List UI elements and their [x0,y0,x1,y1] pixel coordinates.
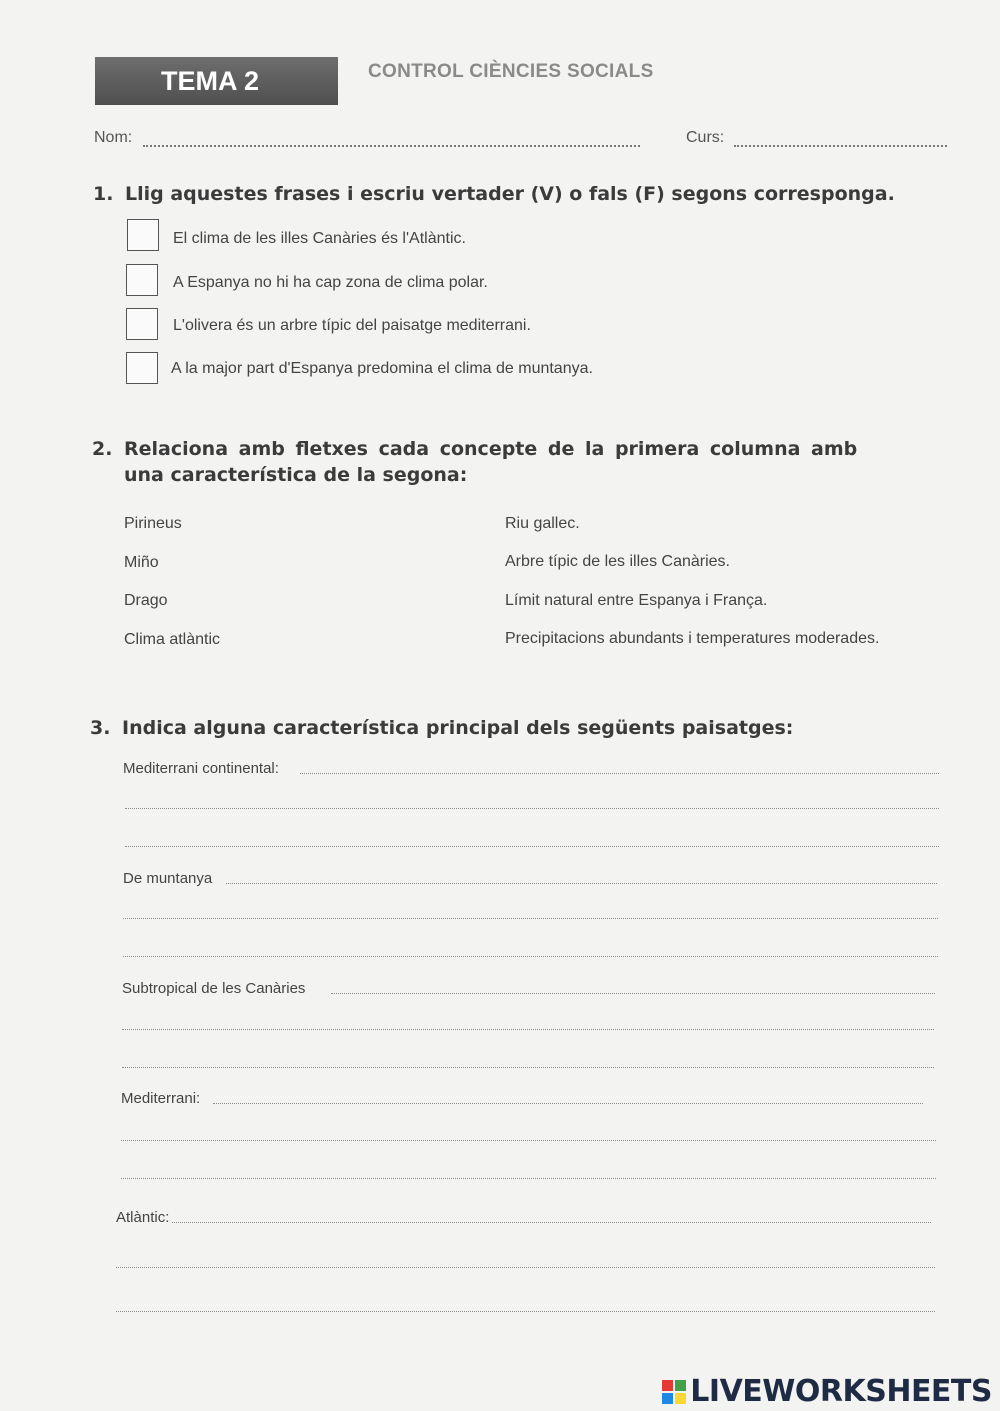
statement-2: A Espanya no hi ha cap zona de clima polar. [173,274,488,291]
characteristic-1[interactable]: Riu gallec. [505,515,580,532]
name-field[interactable] [143,145,640,147]
answer-line[interactable] [331,993,935,994]
answer-box-3[interactable] [126,308,158,340]
statement-3: L'olivera és un arbre típic del paisatge mediterrani. [173,317,531,334]
tema-label: TEMA 2 [161,65,260,96]
answer-box-2[interactable] [126,264,158,296]
name-label: Nom: [94,129,133,146]
question-1-text: Llig aquestes frases i escriu vertader (V) o fals (F) segons corresponga. [125,183,895,205]
answer-line[interactable] [123,956,938,957]
characteristic-2[interactable]: Arbre típic de les illes Canàries. [505,553,730,570]
logo-mark-icon [662,1380,686,1404]
question-2-number: 2. [92,438,113,460]
answer-line[interactable] [121,1178,936,1179]
answer-line[interactable] [116,1267,935,1268]
answer-box-1[interactable] [127,219,159,251]
concept-3[interactable]: Drago [124,592,168,609]
question-3-text: Indica alguna característica principal dels següents paisatges: [122,717,794,739]
page-subtitle: CONTROL CIÈNCIES SOCIALS [368,61,654,82]
answer-line[interactable] [172,1222,931,1223]
course-label: Curs: [686,129,725,146]
statement-1: El clima de les illes Canàries és l'Atlàntic. [173,230,466,247]
concept-1[interactable]: Pirineus [124,515,182,532]
landscape-label-5: Atlàntic: [116,1209,170,1226]
landscape-label-1: Mediterrani continental: [123,760,283,777]
answer-line[interactable] [125,808,939,809]
liveworksheets-logo [662,1374,992,1409]
statement-4: A la major part d'Espanya predomina el clima de muntanya. [171,360,593,377]
answer-box-4[interactable] [126,352,158,384]
question-2-text-line2: una característica de la segona: [124,464,468,486]
answer-line[interactable] [122,1029,934,1030]
answer-line[interactable] [125,846,939,847]
answer-line[interactable] [122,1067,934,1068]
tema-badge [95,57,338,105]
concept-2[interactable]: Miño [124,554,159,571]
answer-line[interactable] [213,1103,923,1104]
concept-4[interactable]: Clima atlàntic [124,631,221,648]
answer-line[interactable] [226,883,937,884]
answer-line[interactable] [121,1140,936,1141]
characteristic-3[interactable]: Límit natural entre Espanya i França. [505,592,768,609]
landscape-label-4: Mediterrani: [121,1090,204,1107]
question-1-number: 1. [93,183,114,205]
logo-text: LIVEWORKSHEETS [690,1374,992,1409]
landscape-label-2: De muntanya [123,870,216,887]
answer-line[interactable] [123,918,938,919]
characteristic-4[interactable]: Precipitacions abundants i temperatures moderades. [505,630,880,647]
question-2-title [92,438,857,460]
course-field[interactable] [734,145,947,147]
landscape-label-3: Subtropical de les Canàries [122,980,309,997]
answer-line[interactable] [300,773,939,774]
question-2-text-line1: Relaciona amb fletxes cada concepte de la primera columna amb [124,438,858,460]
question-1-title [93,183,895,205]
question-3-number: 3. [90,717,111,739]
question-3-title [90,717,793,739]
answer-line[interactable] [116,1311,935,1312]
